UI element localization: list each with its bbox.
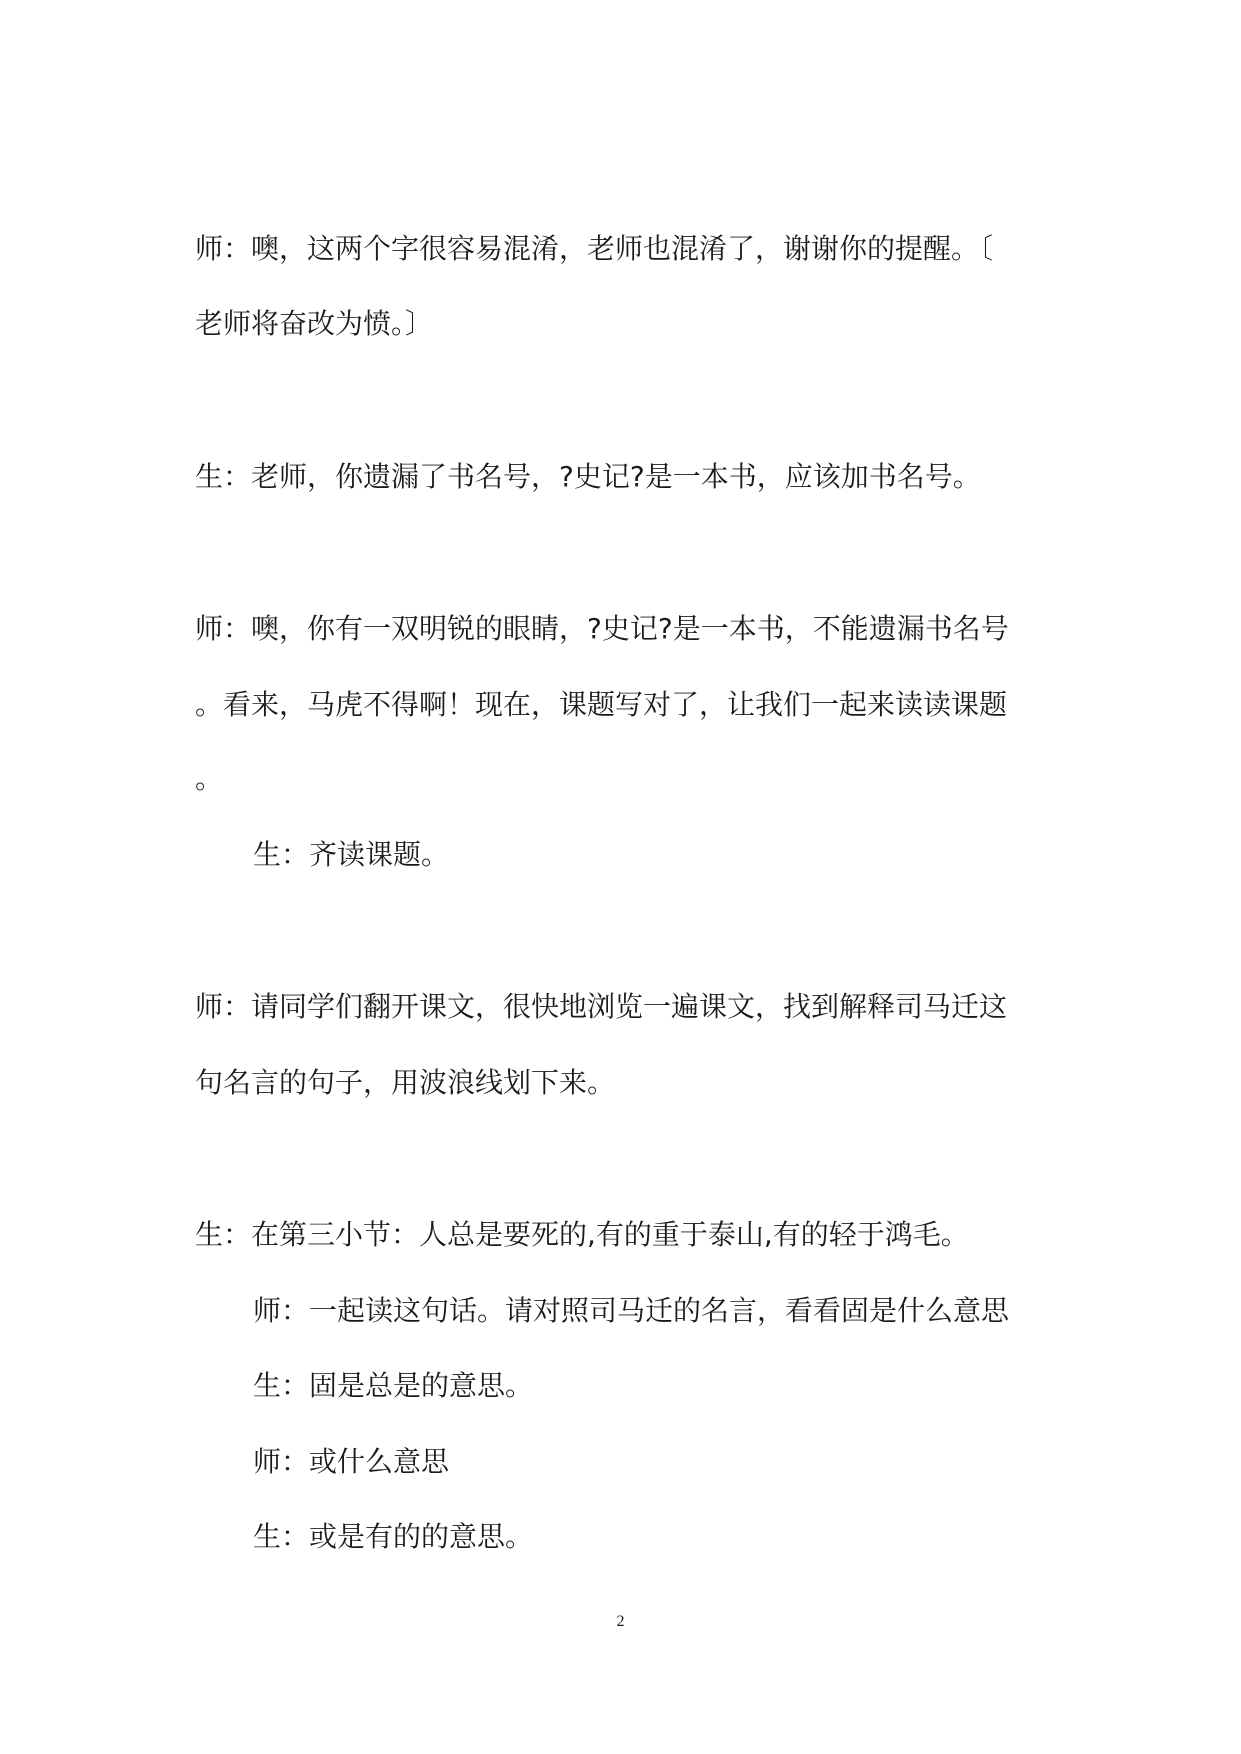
text-line: 老师将奋改为愤。〕 bbox=[195, 307, 434, 340]
text-line: 师：噢，你有一双明锐的眼睛，?史记?是一本书，不能遗漏书名号 bbox=[195, 612, 1009, 645]
text-line: 师：噢，这两个字很容易混淆，老师也混淆了，谢谢你的提醒。〔 bbox=[195, 232, 994, 265]
text-line: 生：或是有的的意思。 bbox=[253, 1520, 534, 1553]
text-line: 。 bbox=[195, 762, 224, 795]
text-line: 。看来，马虎不得啊！现在，课题写对了，让我们一起来读读课题 bbox=[195, 688, 1008, 721]
text-line: 师：请同学们翻开课文，很快地浏览一遍课文，找到解释司马迁这 bbox=[195, 990, 1008, 1023]
text-line: 生：齐读课题。 bbox=[253, 838, 450, 871]
text-line: 师：或什么意思 bbox=[253, 1445, 450, 1478]
page-number: 2 bbox=[616, 1613, 625, 1630]
text-line: 师：一起读这句话。请对照司马迁的名言，看看固是什么意思 bbox=[253, 1294, 1010, 1327]
text-line: 句名言的句子，用波浪线划下来。 bbox=[195, 1066, 616, 1099]
text-line: 生：老师，你遗漏了书名号，?史记?是一本书，应该加书名号。 bbox=[195, 460, 981, 493]
text-line: 生：固是总是的意思。 bbox=[253, 1369, 534, 1402]
text-line: 生：在第三小节：人总是要死的,有的重于泰山,有的轻于鸿毛。 bbox=[195, 1218, 969, 1251]
